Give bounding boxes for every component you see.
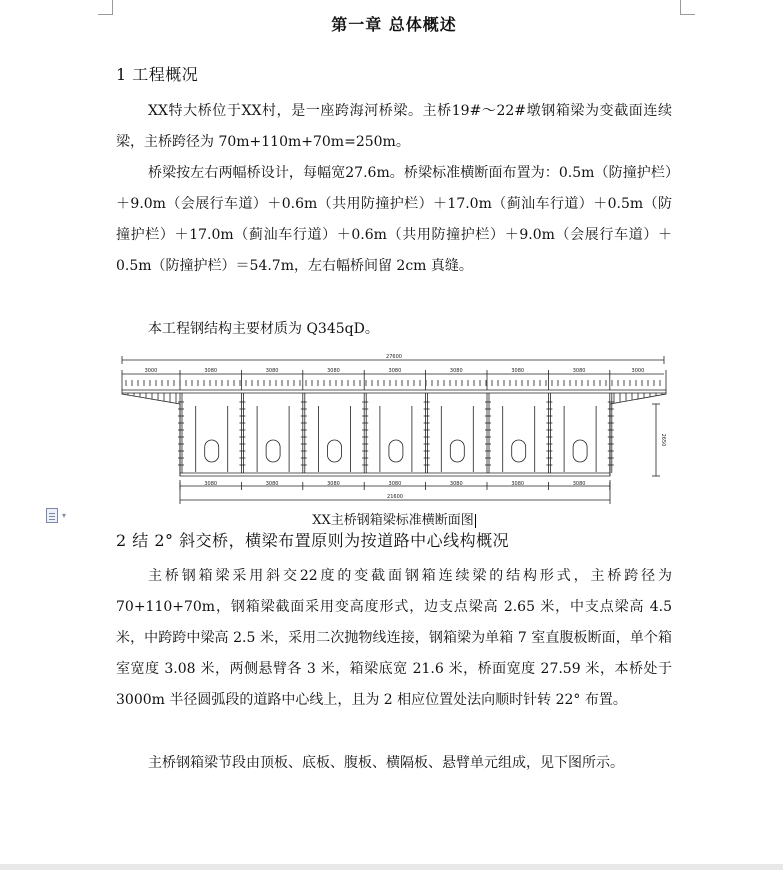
dimension-label-bottom: 3080 [327, 481, 340, 487]
access-hole [205, 440, 219, 462]
access-hole [450, 440, 464, 462]
access-hole [266, 440, 280, 462]
paragraph: 主桥钢箱梁节段由顶板、底板、腹板、横隔板、悬臂单元组成，见下图所示。 [148, 755, 624, 771]
paragraph: XX特大桥位于XX村，是一座跨海河桥梁。主桥19#～22#墩钢箱梁为变截面连续梁，主桥跨径为 70m+110m+70m=250m。 [116, 103, 672, 150]
figure-caption [116, 509, 672, 528]
box-girder-cross-section-figure [120, 354, 668, 509]
dimension-label-top: 3000 [631, 368, 645, 374]
chevron-down-icon[interactable]: ▾ [62, 511, 67, 520]
dimension-label-top: 3080 [572, 368, 586, 374]
dimension-label-top-total: 27600 [386, 354, 402, 360]
dimension-label-bottom-total: 21600 [387, 494, 403, 500]
section-heading-1: 1 工程概况 [116, 65, 199, 84]
figure-caption-text: XX主桥钢箱梁标准横断面图 [312, 513, 474, 528]
dimension-label-top: 3080 [327, 368, 340, 374]
dimension-label-bottom: 3080 [204, 481, 218, 487]
dimension-label-top: 3080 [388, 368, 402, 374]
access-hole [389, 440, 403, 462]
section-heading-2: 2 结 2° 斜交桥，横梁布置原则为按道路中心线构概况 [116, 531, 510, 550]
text-cursor [475, 514, 476, 528]
paragraph: 本工程钢结构主要材质为 Q345qD。 [148, 321, 379, 337]
dimension-label-height: 2650 [660, 433, 666, 447]
paragraph: 桥梁按左右两幅桥设计，每幅宽27.6m。桥梁标准横断面布置为：0.5m（防撞护栏）＋9.0m（会展行车道）＋0.6m（共用防撞护栏）＋17.0m（蓟汕车行道）＋0.5m（防撞护栏）＋17.0m（蓟汕车行道）＋0.6m（共用防撞护栏）＋9.0m（会展行车道）＋0.5m（防撞护栏）＝54.7m，左右幅桥间留 2cm 真缝。 [116, 165, 672, 274]
page-bottom-strip [0, 864, 783, 870]
paragraph: 主桥钢箱梁采用斜交22度的变截面钢箱连续梁的结构形式，主桥跨径为 70+110+70m，钢箱梁截面采用变高度形式，边支点梁高 2.65 米，中支点梁高 4.5 米，中跨跨中梁高 2.5 米，采用二次抛物线连接，钢箱梁为单箱 7 室直腹板断面，单个箱室宽度 3.08 米，两侧悬臂各 3 米，箱梁底宽 21.6 米，桥面宽度 27.59 米，本桥处于 3000m 半径圆弧段的道路中心线上，且为 2 相应位置处法向顺时针转 22° 布置。 [116, 568, 672, 708]
access-hole [328, 440, 342, 462]
chapter-title: 第一章 总体概述 [331, 15, 457, 34]
dimension-label-top: 3000 [144, 368, 158, 374]
dimension-label-top: 3080 [449, 368, 463, 374]
access-hole [573, 440, 587, 462]
access-hole [512, 440, 526, 462]
dimension-label-bottom: 3080 [265, 481, 279, 487]
dimension-label-bottom: 3080 [572, 481, 586, 487]
document-icon[interactable] [46, 508, 58, 523]
page-corner-mark-left [98, 0, 113, 15]
dimension-label-bottom: 3080 [388, 481, 402, 487]
dimension-label-top: 3080 [204, 368, 218, 374]
dimension-label-top: 3080 [265, 368, 279, 374]
dimension-label-top: 3080 [511, 368, 525, 374]
page-corner-mark-right [680, 0, 695, 15]
dimension-label-bottom: 3080 [449, 481, 463, 487]
dimension-label-bottom: 3080 [511, 481, 525, 487]
